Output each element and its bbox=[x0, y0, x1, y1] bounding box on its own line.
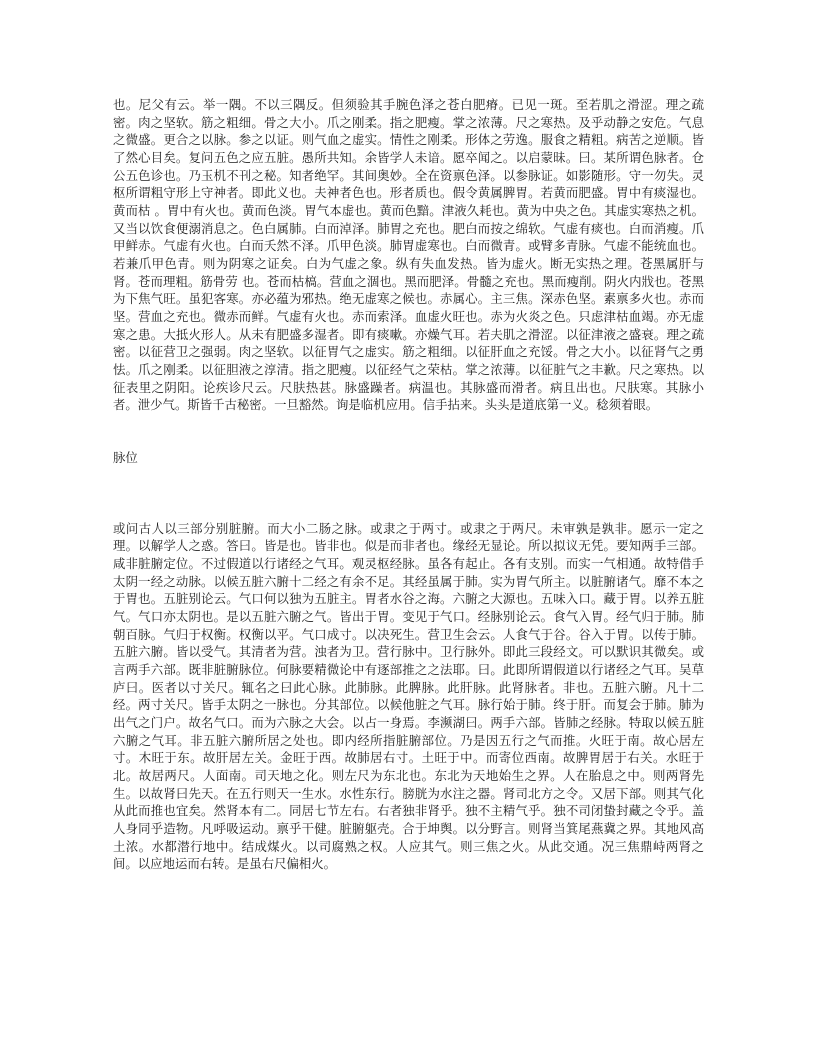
paragraph-mai-wei-body: 或问古人以三部分别脏腑。而大小二肠之脉。或隶之于两寸。或隶之于两尺。未审孰是孰非。愿示一定之理。以解学人之惑。答曰。皆是也。皆非也。似是而非者也。缘经无显论。所以拟议无凭。要知两手三部。咸非脏腑定位。不过假道以行诸经之气耳。观灵枢经脉。虽各有起止。各有支别。而实一气相通。故特借手太阴一经之动脉。以候五脏六腑十二经之有余不足。其经虽属于肺。实为胃气所主。以脏腑诸气。靡不本之于胃也。五脏别论云。气口何以独为五脏主。胃者水谷之海。六腑之大源也。五味入口。藏于胃。以养五脏气。气口亦太阴也。是以五脏六腑之气。皆出于胃。变见于气口。经脉别论云。食气入胃。经气归于肺。肺朝百脉。气归于权衡。权衡以平。气口成寸。以决死生。营卫生会云。人食气于谷。谷入于胃。以传于肺。五脏六腑。皆以受气。其清者为营。浊者为卫。营行脉中。卫行脉外。即此三段经文。可以默识其微矣。或言两手六部。既非脏腑脉位。何脉要精微论中有逐部推之之法耶。曰。此即所谓假道以行诸经之气耳。吴草庐曰。医者以寸关尺。辄名之曰此心脉。此肺脉。此脾脉。此肝脉。此肾脉者。非也。五脏六腑。凡十二经。两寸关尺。皆手太阴之一脉也。分其部位。以候他脏之气耳。脉行始于肺。终于肝。而复会于肺。肺为出气之门户。故名气口。而为六脉之大会。以占一身焉。李濒湖曰。两手六部。皆肺之经脉。特取以候五脏六腑之气耳。非五脏六腑所居之处也。即内经所指脏腑部位。乃是因五行之气而推。火旺于南。故心居左寸。木旺于东。故肝居左关。金旺于西。故肺居右寸。土旺于中。而寄位西南。故脾胃居于右关。水旺于北。故居两尺。人面南。司天地之化。则左尺为东北也。东北为天地始生之界。人在胎息之中。则两肾先生。以故肾曰先天。在五行则天一生水。水性东行。膀胱为水注之器。肾司北方之令。又居下部。则其气化从此而推也宜矣。然肾本有二。同居七节左右。右者独非肾乎。独不主精气乎。独不司闭蛰封藏之令乎。盖人身同乎造物。凡呼吸运动。禀乎干健。脏腑躯壳。合于坤舆。以分野言。则肾当箕尾燕冀之界。其地风高土浓。水都潜行地中。结成煤火。以司腐熟之权。人应其气。则三焦之火。从此交通。况三焦鼎峙两肾之间。以应地运而右转。是虽右尺偏相火。 bbox=[113, 520, 704, 872]
paragraph-gap-2 bbox=[113, 467, 704, 520]
document-body bbox=[113, 96, 704, 873]
paragraph-gap-1 bbox=[113, 414, 704, 449]
paragraph-color-pulse: 也。尼父有云。举一隅。不以三隅反。但须验其手腕色泽之苍白肥瘠。已见一斑。至若肌之滑涩。理之疏密。肉之坚软。筋之粗细。骨之大小。爪之刚柔。指之肥瘦。掌之浓薄。尺之寒热。及乎动静之安危。气息之微盛。更合之以脉。参之以证。则气血之虚实。情性之刚柔。形体之劳逸。服食之精粗。病苦之逆顺。皆了然心目矣。复问五色之应五脏。愚所共知。余皆学人未谙。愿卒闻之。以启蒙昧。曰。某所谓色脉者。仓公五色诊也。乃玉机不刊之秘。知者绝罕。其间奥妙。全在资禀色泽。以参脉证。如影随形。守一勿失。灵枢所谓粗守形上守神者。即此义也。夫神者色也。形者质也。假令黄属脾胃。若黄而肥盛。胃中有痰湿也。黄而枯 。胃中有火也。黄而色淡。胃气本虚也。黄而色黯。津液久耗也。黄为中央之色。其虚实寒热之机。又当以饮食便溺消息之。色白属肺。白而淖泽。肺胃之充也。肥白而按之绵软。气虚有痰也。白而消瘦。爪甲鲜赤。气虚有火也。白而夭然不泽。爪甲色淡。肺胃虚寒也。白而微青。或臂多青脉。气虚不能统血也。若兼爪甲色青。则为阴寒之证矣。白为气虚之象。纵有失血发热。皆为虚火。断无实热之理。苍黑属肝与肾。苍而理粗。筋骨劳 也。苍而枯槁。营血之涸也。黑而肥泽。骨髓之充也。黑而瘦削。阴火内戕也。苍黑为下焦气旺。虽犯客寒。亦必蕴为邪热。绝无虚寒之候也。赤属心。主三焦。深赤色坚。素禀多火也。赤而 坚。营血之充也。微赤而鲜。气虚有火也。赤而索泽。血虚火旺也。赤为火炎之色。只虑津枯血竭。亦无虚寒之患。大抵火形人。从未有肥盛多湿者。即有痰嗽。亦燥气耳。若夫肌之滑涩。以征津液之盛衰。理之疏密。以征营卫之强弱。肉之坚软。以征胃气之虚实。筋之粗细。以征肝血之充馁。骨之大小。以征肾气之勇怯。爪之刚柔。以征胆液之淳清。指之肥瘦。以征经气之荣枯。掌之浓薄。以征脏气之丰歉。尺之寒热。以征表里之阴阳。论疾诊尺云。尺肤热甚。脉盛躁者。病温也。其脉盛而滑者。病且出也。尺肤寒。其脉小者。泄少气。斯皆千古秘密。一旦豁然。询是临机应用。信手拈来。头头是道底第一义。稔须着眼。 bbox=[113, 97, 704, 413]
section-heading-mai-wei: 脉位 bbox=[113, 450, 138, 466]
